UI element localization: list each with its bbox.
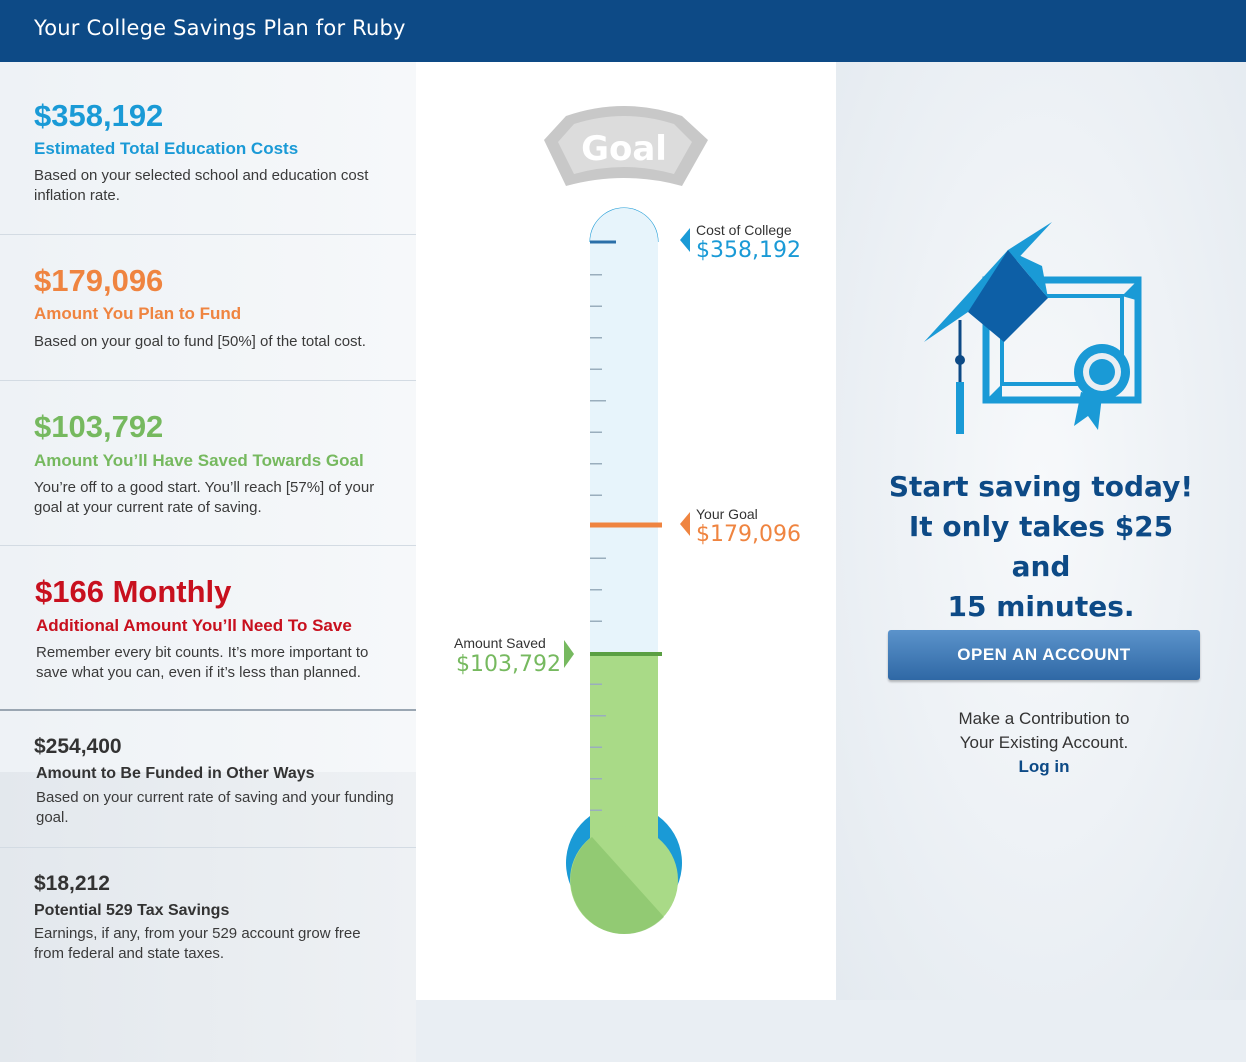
stat-other-ways	[0, 711, 416, 848]
tick-mark	[590, 621, 602, 623]
saved-value: $103,792	[456, 652, 561, 677]
cost-arrow-icon	[680, 228, 690, 252]
summary-panel	[0, 62, 416, 1000]
stat-label: Additional Amount You’ll Need To Save	[36, 616, 352, 635]
tick-mark	[590, 684, 602, 686]
tick-mark	[590, 306, 602, 308]
goal-badge	[544, 106, 708, 186]
cta-panel	[836, 62, 1246, 1000]
header-bar	[0, 0, 1246, 62]
tick-mark	[590, 495, 602, 497]
cta-line-2: It only takes $25 and	[908, 510, 1174, 583]
stat-description: You’re off to a good start. You’ll reach [57%] of your goal at your current rate of saving.	[34, 479, 375, 516]
saved-label: Amount Saved	[454, 635, 546, 651]
stat-amount: $358,192	[34, 98, 164, 133]
thermometer-body	[566, 208, 682, 934]
stat-total-cost	[0, 62, 416, 235]
tick-mark	[590, 810, 602, 812]
graduation-cap-diploma-icon	[836, 202, 1246, 462]
contribution-text	[886, 707, 1202, 779]
goal-arrow-icon	[680, 512, 690, 536]
tick-mark	[590, 337, 602, 339]
goal-label: Your Goal	[696, 506, 758, 522]
stat-amount: $179,096	[34, 263, 164, 298]
cta-heading	[886, 467, 1196, 627]
stat-label: Estimated Total Education Costs	[34, 139, 299, 158]
open-account-button[interactable]: OPEN AN ACCOUNT	[888, 630, 1200, 680]
stat-label: Amount to Be Funded in Other Ways	[36, 765, 315, 782]
page-title: Your College Savings Plan for Ruby	[34, 16, 406, 40]
stat-amount: $18,212	[34, 872, 110, 895]
stat-amount: $103,792	[34, 409, 164, 444]
cost-value: $358,192	[696, 238, 801, 263]
tick-mark	[590, 369, 602, 371]
tube-fill	[590, 654, 658, 844]
goal-badge-text: Goal	[581, 129, 667, 169]
goal-value: $179,096	[696, 522, 801, 547]
saved-arrow-icon	[564, 640, 574, 668]
stat-amount: $166 Monthly	[35, 574, 232, 609]
stat-label: Amount You Plan to Fund	[34, 304, 242, 323]
stat-description: Remember every bit counts. It’s more important to save what you can, even if it’s less than planned.	[36, 644, 369, 681]
stat-description: Based on your current rate of saving and your funding goal.	[36, 789, 394, 826]
tick-mark	[590, 432, 602, 434]
stat-label: Amount You’ll Have Saved Towards Goal	[34, 451, 364, 470]
tick-mark	[590, 778, 602, 780]
tick-mark	[590, 747, 602, 749]
login-link[interactable]: Log in	[1018, 757, 1070, 776]
tick-mark	[590, 715, 606, 717]
thermometer-panel	[416, 62, 836, 1000]
tick-mark	[590, 589, 602, 591]
stat-plan-to-fund	[0, 235, 416, 381]
cta-line-3: 15 minutes.	[947, 590, 1135, 623]
tick-mark	[590, 558, 606, 560]
contribution-line-2: Your Existing Account.	[959, 733, 1129, 752]
tick-mark	[590, 463, 602, 465]
stat-description: Based on your goal to fund [50%] of the total cost.	[34, 333, 366, 350]
stat-amount: $254,400	[34, 735, 122, 758]
stat-description: Earnings, if any, from your 529 account grow free from federal and state taxes.	[34, 925, 361, 962]
cost-label: Cost of College	[696, 222, 792, 238]
stat-label: Potential 529 Tax Savings	[34, 902, 230, 919]
tick-mark	[590, 274, 602, 276]
seal-icon	[1074, 344, 1130, 430]
stat-tax-savings	[0, 848, 416, 1000]
cta-line-1: Start saving today!	[888, 470, 1194, 503]
contribution-line-1: Make a Contribution to	[958, 709, 1130, 728]
tick-mark	[590, 400, 606, 402]
stat-monthly	[0, 546, 416, 711]
stat-description: Based on your selected school and education cost inflation rate.	[34, 167, 369, 204]
stat-saved	[0, 381, 416, 546]
